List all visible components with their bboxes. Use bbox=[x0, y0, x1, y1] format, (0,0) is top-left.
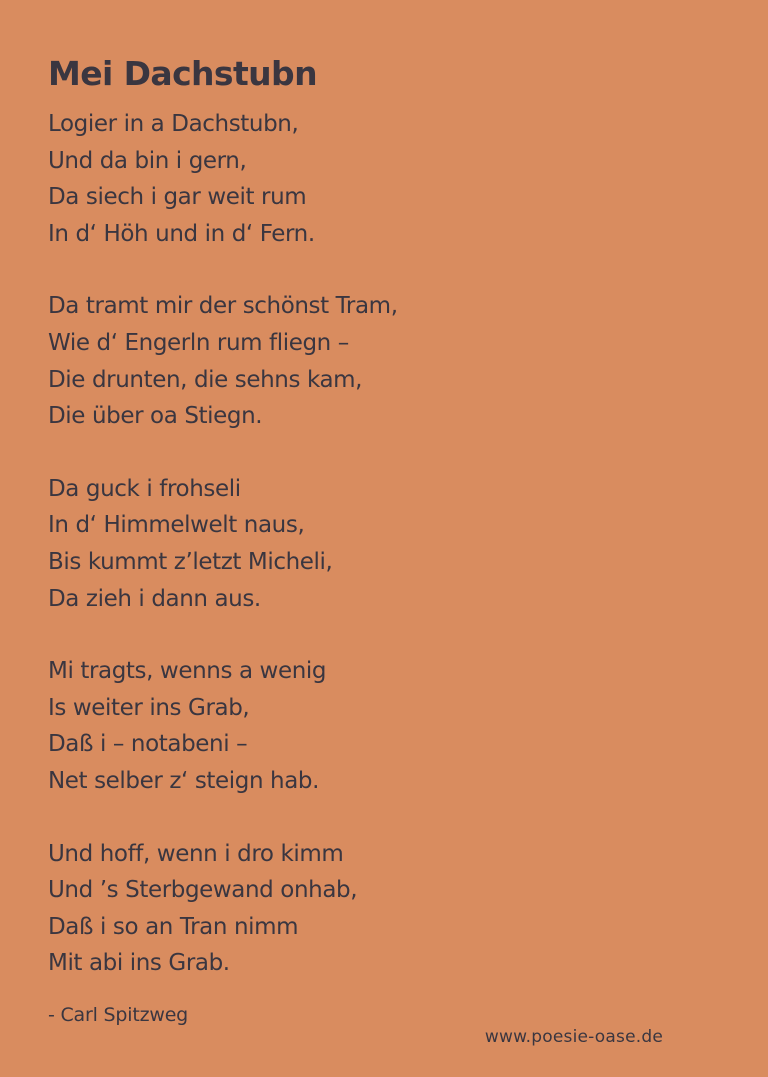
poem-line: Mit abi ins Grab. bbox=[48, 950, 230, 977]
stanza-3 bbox=[48, 471, 728, 617]
poem-line: Logier in a Dachstubn, bbox=[48, 111, 299, 137]
poem-line: Die über oa Stiegn. bbox=[48, 403, 263, 430]
poem-line: Wie d‘ Engerln rum fliegn – bbox=[48, 329, 349, 356]
website-credit: www.poesie-oase.de bbox=[484, 1027, 663, 1047]
poem-line: Da siech i gar weit rum bbox=[48, 184, 307, 211]
poem-line: Daß i – notabeni – bbox=[48, 731, 248, 758]
poem-line: Und ’s Sterbgewand onhab, bbox=[48, 877, 358, 904]
poem-line: Is weiter ins Grab, bbox=[48, 694, 250, 721]
stanza-5 bbox=[48, 836, 728, 982]
poem-line: Da guck i frohseli bbox=[48, 475, 241, 502]
stanza-1 bbox=[48, 106, 728, 252]
stanza-4 bbox=[48, 653, 728, 799]
poem-line: In d‘ Himmelwelt naus, bbox=[48, 512, 305, 539]
poem-line: Und da bin i gern, bbox=[48, 147, 247, 174]
poem-line: Da zieh i dann aus. bbox=[48, 585, 261, 612]
poem-line: Und hoff, wenn i dro kimm bbox=[48, 840, 344, 867]
poem-line: In d‘ Höh und in d‘ Fern. bbox=[48, 220, 315, 247]
poem-title: Mei Dachstubn bbox=[48, 54, 317, 93]
poem-line: Bis kummt z’letzt Micheli, bbox=[48, 548, 333, 575]
poem-line: Die drunten, die sehns kam, bbox=[48, 366, 363, 393]
poem-body bbox=[48, 106, 728, 1018]
poem-line: Daß i so an Tran nimm bbox=[48, 913, 299, 940]
poem-line: Net selber z‘ steign hab. bbox=[48, 767, 320, 794]
poem-line: Da tramt mir der schönst Tram, bbox=[48, 293, 398, 320]
poem-author: - Carl Spitzweg bbox=[48, 1004, 189, 1026]
stanza-2 bbox=[48, 288, 728, 434]
poem-line: Mi tragts, wenns a wenig bbox=[48, 658, 327, 685]
